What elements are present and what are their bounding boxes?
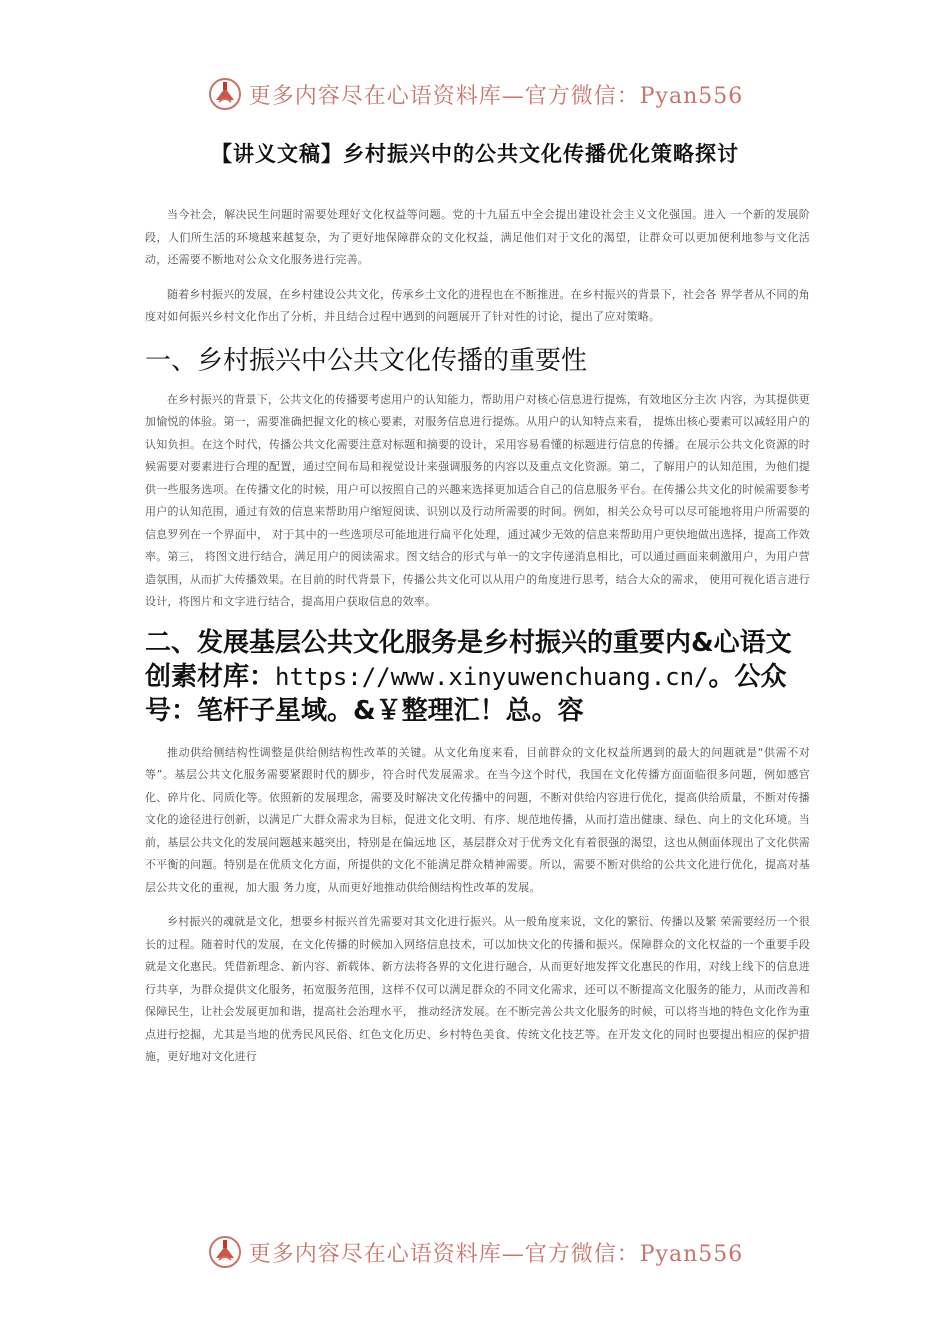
banner-text: 更多内容尽在心语资料库—官方微信：Pyan556 (248, 1241, 744, 1267)
section-2-paragraph-1: 推动供给侧结构性调整是供给侧结构性改革的关键。从文化角度来看，目前群众的文化权益所遇到的最大的问题就是“供需不对等”。基层公共文化服务需要紧跟时代的脚步，符合时代发展需求。在当今这个时代，我国在文化传播方面面临很多问题，例如感官化、碎片化、同质化等。依照新的发展理念，需要及时解决文化传播中的问题，不断对供给内容进行优化，提高供给质量，不断对传播文化的途径进行创新，以满足广大群众需求为目标，促进文化文明、有序、规范地传播，从而打造出健康、绿色、向上的文化环境。当前，基层公共文化的发展问题越来越突出，特别是在偏远地 区，基层群众对于优秀文化有着很强的渴望，这也从侧面体现出了文化供需不平衡的问题。特别是在优质文化方面，所提供的文化不能满足群众精神需要。所以，需要不断对供给的公共文化进行优化，提高对基层公共文化的重视，加大服 务力度，从而更好地推动供给侧结构性改革的发展。 (145, 745, 810, 894)
document-body (145, 204, 810, 1081)
footer-banner (0, 1232, 950, 1272)
section-2-paragraph-2: 乡村振兴的魂就是文化，想要乡村振兴首先需要对其文化进行振兴。从一般角度来说，文化的繁衍、传播以及繁 荣需要经历一个很长的过程。随着时代的发展，在文化传播的时候加入网络信息技术，可以加快文化的传播和振兴。保障群众的文化权益的一个重要手段就是文化惠民。凭借新理念、新内容、新载体、新方法将各界的文化进行融合，从而更好地发挥文化惠民的作用，对线上线下的信息进行共享，为群众提供文化服务，拓宽服务范围，这样不仅可以满足群众的不同文化需求，还可以不断提高文化服务的能力，从而改善和保障民生，让社会发展更加和谐，提高社会治理水平， 推动经济发展。在不断完善公共文化服务的时候，可以将当地的特色文化作为重点进行挖掘，尤其是当地的优秀民风民俗、红色文化历史、乡村特色美食、传统文化技艺等。在开发文化的同时也要提出相应的保护措施，更好地对文化进行 (145, 915, 810, 1063)
header-banner (0, 74, 950, 114)
section-2-heading (145, 626, 810, 728)
section-1-paragraph-1: 在乡村振兴的背景下，公共文化的传播要考虑用户的认知能力，帮助用户对核心信息进行提炼，有效地区分主次 内容，为其提供更加愉悦的体验。第一，需要准确把握文化的核心要素，对服务信息进行提炼。从用户的认知特点来看， 提炼出核心要素可以减轻用户的认知负担。在这个时代，传播公共文化需要注意对标题和摘要的设计，采用容易看懂的标题进行信息的传播。在展示公共文化资源的时候需要对要素进行合理的配置，通过空间布局和视觉设计来强调服务的内容以及重点文化资源。第二，了解用户的认知范围，为他们提供一些服务选项。在传播文化的时候，用户可以按照自己的兴趣来选择更加适合自己的信息服务平台。在传播公共文化的时候需要参考用户的认知范围，通过有效的信息来帮助用户缩短阅读、识别以及行动所需要的时间。例如，相关公众号可以尽可能地将用户所需要的信息罗列在一个界面中， 对于其中的一些选项尽可能地进行扁平化处理，通过减少无效的信息来帮助用户更快地做出选择，提高工作效率。第三， 将图文进行结合，满足用户的阅读需求。图文结合的形式与单一的文字传递消息相比，可以通过画面来刺激用户，为用户营造氛围，从而扩大传播效果。在目前的时代背景下，传播公共文化可以从用户的角度进行思考，结合大众的需求， 使用可视化语言进行设计，将图片和文字进行结合，提高用户获取信息的效率。 (145, 392, 810, 608)
section-1-heading: 一、乡村振兴中公共文化传播的重要性 (145, 345, 588, 376)
section-2-heading-url: https://www.xinyuwenchuang.cn/ (275, 662, 709, 691)
book-logo-icon (207, 1234, 243, 1270)
document-title: 【讲义文稿】乡村振兴中的公共文化传播优化策略探讨 (211, 142, 739, 166)
section-2-heading-part-b: 。公众号：笔杆子星域。&￥整理汇！总。容 (145, 661, 787, 726)
intro-paragraph-1: 当今社会，解决民生问题时需要处理好文化权益等问题。党的十九届五中全会提出建设社会主义文化强国。进入 一个新的发展阶段，人们所生活的环境越来越复杂，为了更好地保障群众的文化权益，满足他们对于文化的渴望，让群众可以更加便利地参与文化活动，还需要不断地对公众文化服务进行完善。 (145, 208, 810, 266)
section-2-heading-part-a: 二、发展基层公共文化服务是乡村振兴的重要内&心语文创素材库： (145, 627, 792, 692)
intro-paragraph-2: 随着乡村振兴的发展，在乡村建设公共文化，传承乡土文化的进程也在不断推进。在乡村振兴的背景下，社会各 界学者从不同的角度对如何振兴乡村文化作出了分析，并且结合过程中遇到的问题展开了针对性的讨论，提出了应对策略。 (145, 287, 810, 323)
book-logo-icon (207, 76, 243, 112)
banner-text: 更多内容尽在心语资料库—官方微信：Pyan556 (248, 83, 744, 109)
